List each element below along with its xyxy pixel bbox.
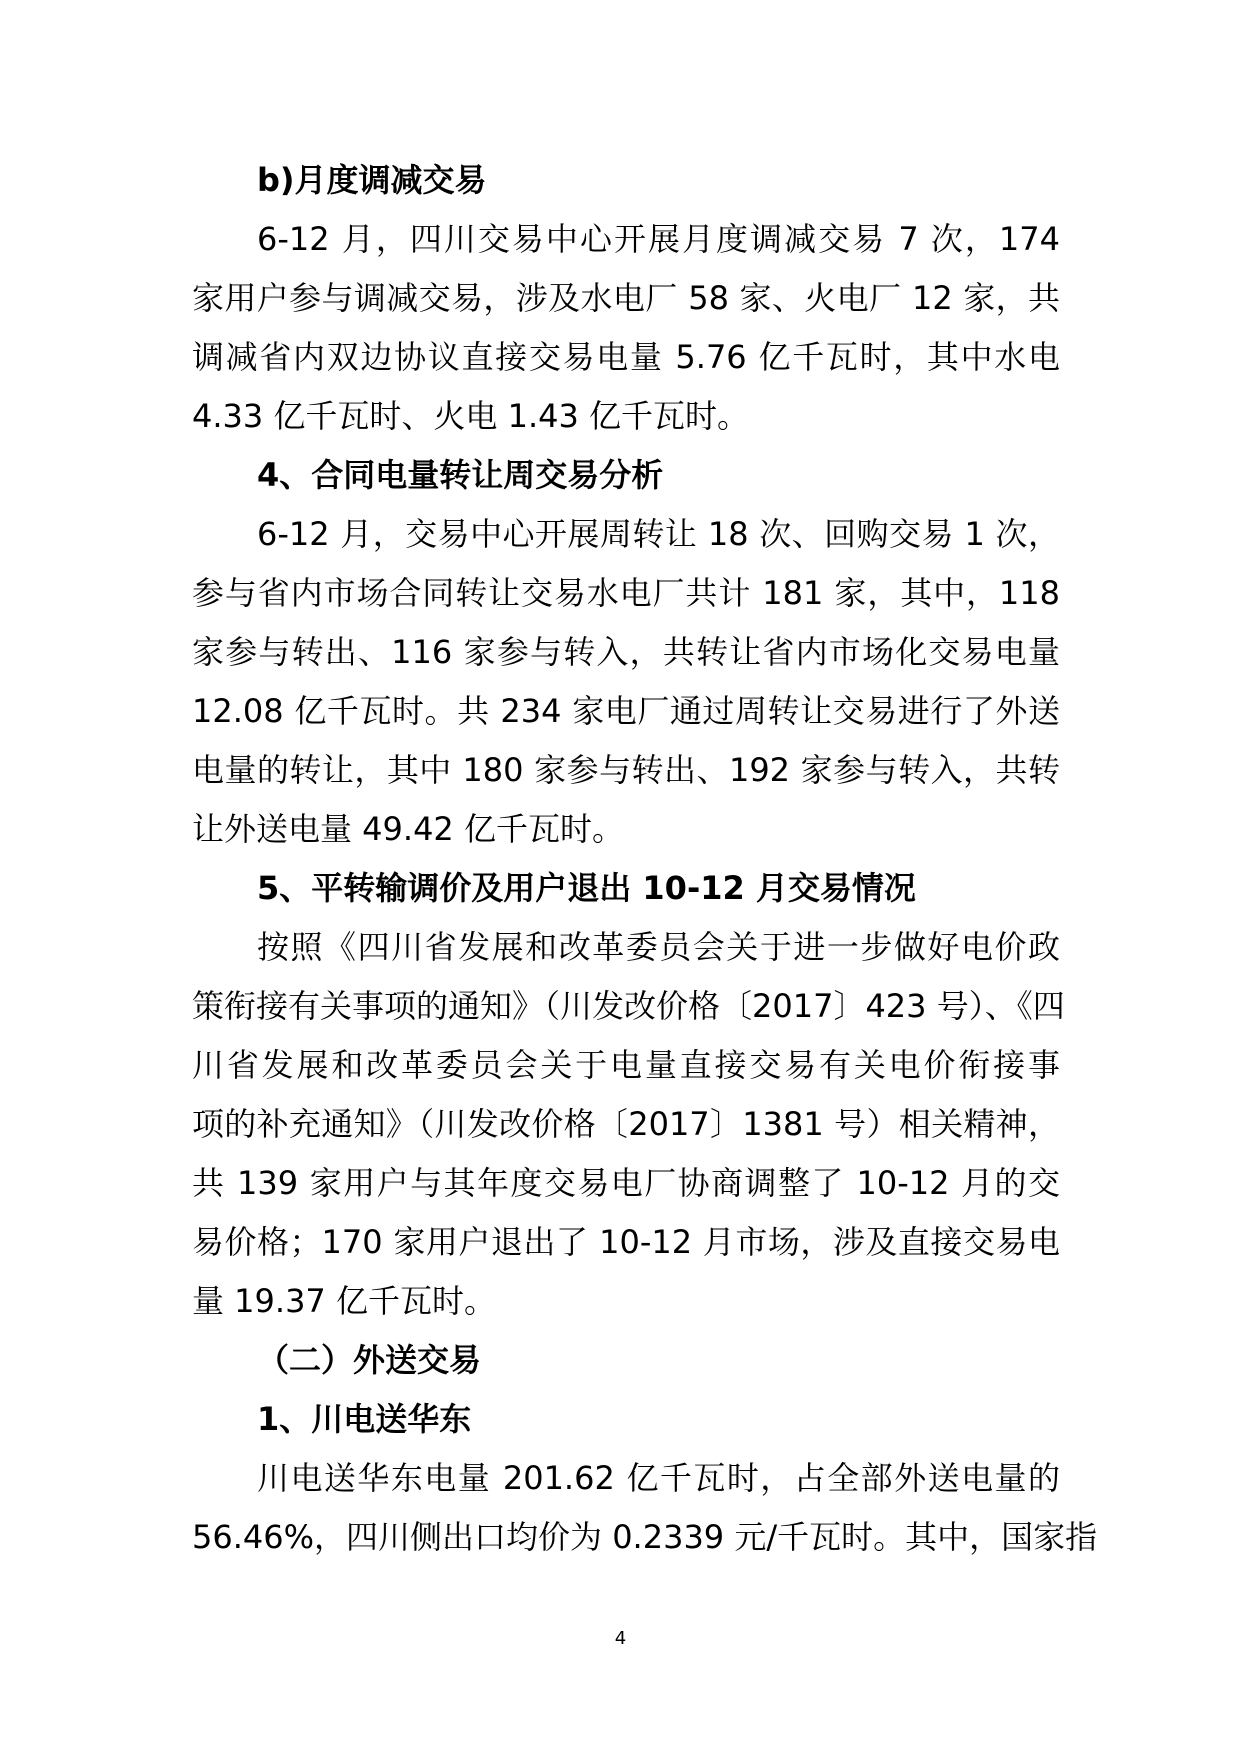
paragraph-line: 共 139 家用户与其年度交易电厂协商调整了 10-12 月的交: [192, 1164, 1060, 1202]
section-heading: （二）外送交易: [257, 1341, 482, 1379]
paragraph-line: 川电送华东电量 201.62 亿千瓦时，占全部外送电量的: [257, 1459, 1060, 1497]
paragraph-line: 家参与转出、116 家参与转入，共转让省内市场化交易电量: [192, 633, 1060, 671]
paragraph-line: 12.08 亿千瓦时。共 234 家电厂通过周转让交易进行了外送: [192, 692, 1060, 730]
paragraph-line: 易价格；170 家用户退出了 10-12 月市场，涉及直接交易电: [192, 1223, 1060, 1261]
page-number: 4: [614, 1628, 627, 1649]
paragraph-line: 量 19.37 亿千瓦时。: [192, 1282, 496, 1320]
section-heading: 1、川电送华东: [257, 1400, 472, 1438]
paragraph-line: 6-12 月，交易中心开展周转让 18 次、回购交易 1 次，: [257, 515, 1060, 553]
paragraph-line: 川省发展和改革委员会关于电量直接交易有关电价衔接事: [192, 1046, 1060, 1084]
paragraph-line: 参与省内市场合同转让交易水电厂共计 181 家，其中，118: [192, 574, 1060, 612]
section-heading: b)月度调减交易: [257, 161, 487, 199]
paragraph-line: 项的补充通知》（川发改价格〔2017〕1381 号）相关精神，: [192, 1105, 1060, 1143]
document-body: [192, 0, 1098, 1567]
section-heading: 4、合同电量转让周交易分析: [257, 456, 664, 494]
paragraph-line: 家用户参与调减交易，涉及水电厂 58 家、火电厂 12 家，共: [192, 279, 1060, 317]
paragraph-line: 按照《四川省发展和改革委员会关于进一步做好电价政: [257, 928, 1060, 966]
paragraph-line: 4.33 亿千瓦时、火电 1.43 亿千瓦时。: [192, 397, 750, 435]
paragraph-line: 策衔接有关事项的通知》（川发改价格〔2017〕423 号）、《四: [192, 987, 1065, 1025]
paragraph-line: 让外送电量 49.42 亿千瓦时。: [192, 810, 624, 848]
paragraph-line: 56.46%，四川侧出口均价为 0.2339 元/千瓦时。其中，国家指: [192, 1518, 1098, 1556]
paragraph-line: 电量的转让，其中 180 家参与转出、192 家参与转入，共转: [192, 751, 1060, 789]
section-heading: 5、平转输调价及用户退出 10-12 月交易情况: [257, 869, 916, 907]
paragraph-line: 6-12 月，四川交易中心开展月度调减交易 7 次，174: [257, 220, 1060, 258]
paragraph-line: 调减省内双边协议直接交易电量 5.76 亿千瓦时，其中水电: [192, 338, 1060, 376]
